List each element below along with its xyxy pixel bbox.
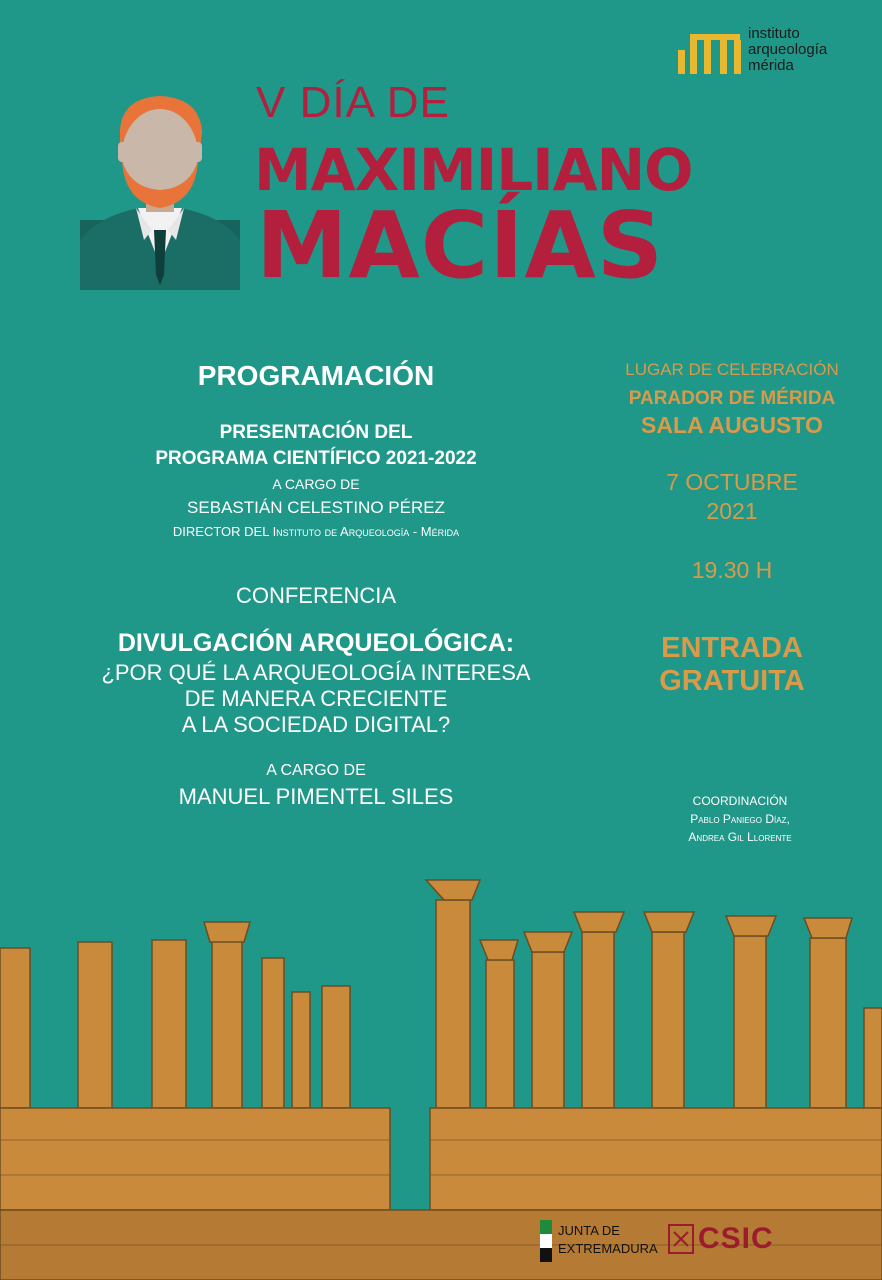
title-line-1: V DÍA DE (256, 78, 450, 127)
conferencia-label: CONFERENCIA (235, 583, 397, 608)
csic-logo (668, 1222, 808, 1262)
presentacion-by: A CARGO DE (272, 476, 360, 492)
presentacion-speaker: SEBASTIÁN CELESTINO PÉREZ (187, 498, 445, 517)
junta-flag-icon (540, 1220, 552, 1262)
title-line-3: MACÍAS (256, 192, 664, 299)
entrada-line-1: ENTRADA (661, 632, 803, 664)
entrada-line-2: GRATUITA (659, 665, 805, 697)
institute-logo (676, 22, 856, 82)
coordinacion (640, 792, 840, 846)
fecha-line-2: 2021 (706, 498, 758, 524)
lugar-label: LUGAR DE CELEBRACIÓN (625, 360, 839, 379)
conferencia-sub-2: DE MANERA CRECIENTE (184, 686, 448, 711)
coordinacion-label: COORDINACIÓN (692, 794, 788, 808)
csic-label: CSIC (698, 1222, 774, 1255)
csic-emblem-icon (668, 1224, 694, 1254)
event-info (596, 360, 868, 698)
logo-line-3: mérida (748, 57, 794, 74)
programa-section (40, 360, 592, 810)
presentacion-role: DIRECTOR DEL Instituto de Arqueología - Mérida (172, 524, 460, 539)
title-line-2: MAXIMILIANO (254, 136, 693, 204)
lugar-name-1: PARADOR DE MÉRIDA (628, 388, 836, 409)
temple-ruins-illustration (0, 870, 882, 1280)
hora: 19.30 H (691, 557, 773, 583)
conferencia-title: DIVULGACIÓN ARQUEOLÓGICA: (117, 629, 515, 657)
conferencia-by: A CARGO DE (266, 762, 366, 779)
presentacion-line-1: PRESENTACIÓN DEL (219, 422, 413, 443)
conferencia-sub-3: A LA SOCIEDAD DIGITAL? (181, 712, 451, 737)
coordinacion-person-1: Pablo Paniego Díaz, (690, 812, 790, 826)
lugar-name-2: SALA AUGUSTO (641, 412, 823, 438)
junta-line-1: JUNTA DE (558, 1223, 620, 1238)
portrait-illustration (80, 90, 240, 290)
logo-line-1: instituto (748, 25, 800, 42)
programa-heading: PROGRAMACIÓN (197, 360, 435, 391)
presentacion-line-2: PROGRAMA CIENTÍFICO 2021-2022 (155, 448, 477, 469)
coordinacion-person-2: Andrea Gil Llorente (688, 830, 792, 844)
logo-line-2: arqueología (748, 41, 828, 58)
junta-extremadura-logo (540, 1220, 660, 1264)
conferencia-sub-1: ¿POR QUÉ LA ARQUEOLOGÍA INTERESA (101, 660, 531, 685)
fecha-line-1: 7 OCTUBRE (666, 469, 798, 495)
conferencia-speaker: MANUEL PIMENTEL SILES (178, 784, 454, 809)
junta-line-2: EXTREMADURA (558, 1241, 658, 1256)
institute-mark-icon (676, 28, 744, 76)
